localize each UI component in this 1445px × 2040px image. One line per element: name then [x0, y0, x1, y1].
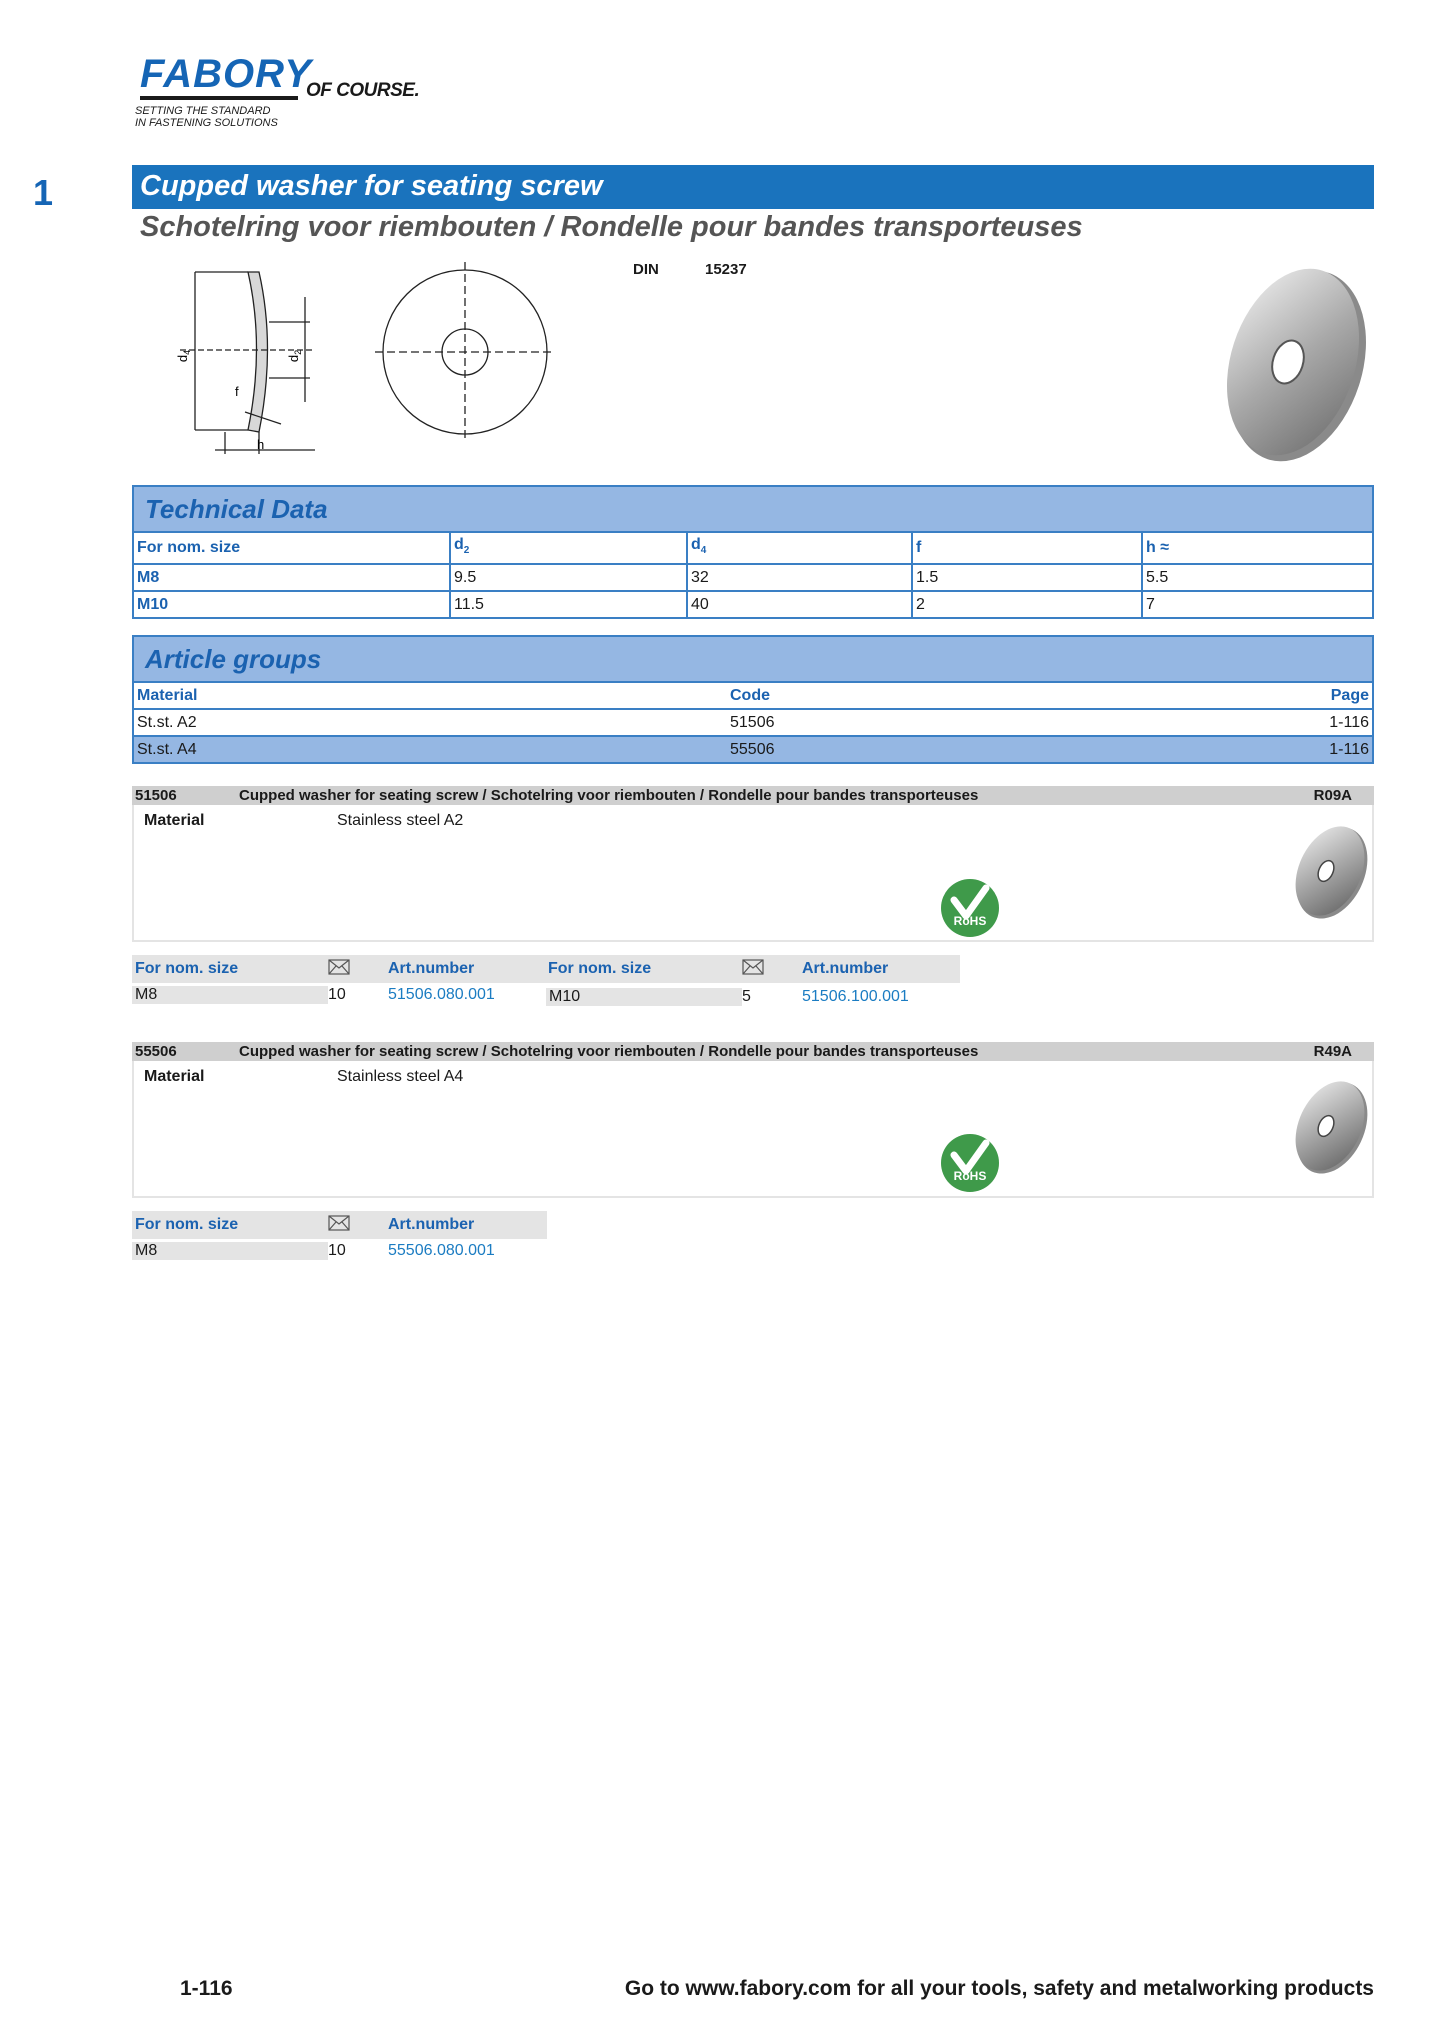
chapter-number: 1 [33, 172, 54, 213]
item-art-number-link[interactable]: 51506.080.001 [388, 986, 495, 1003]
table-row [134, 591, 1372, 617]
col-header-code: Code [727, 682, 1265, 709]
table-row [134, 564, 1372, 591]
col-header-material: Material [134, 682, 727, 709]
rohs-check-icon [940, 878, 1000, 938]
footer-text: Go to www.fabory.com for all your tools, safety and metalworking products [624, 1977, 1374, 2000]
rohs-badge [940, 1133, 1000, 1193]
rohs-check-icon [940, 1133, 1000, 1193]
article-list-header-55506 [132, 1211, 547, 1239]
table-cell: 55506 [727, 736, 1265, 762]
article-groups-section [132, 635, 1374, 764]
article-ref: R49A [1313, 1043, 1352, 1060]
washer-front-drawing [375, 262, 555, 442]
item-art-number-link[interactable]: 55506.080.001 [388, 1242, 495, 1259]
article-groups-header [134, 637, 1372, 681]
col-header-h: h ≈ [1142, 532, 1372, 564]
list-header-nom-size: For nom. size [135, 960, 239, 977]
article-groups-table [134, 681, 1372, 762]
list-header-art-number-2: Art.number [802, 960, 889, 977]
table-cell: 7 [1142, 591, 1372, 617]
list-header-art-number: Art.number [388, 960, 475, 977]
material-value: Stainless steel A2 [337, 812, 464, 829]
page-subtitle: Schotelring voor riembouten / Rondelle pour bandes transporteuses [140, 211, 1083, 243]
article-list-header-51506 [132, 955, 960, 983]
table-cell: St.st. A4 [134, 736, 727, 762]
article-description: Cupped washer for seating screw / Schotelring voor riembouten / Rondelle pour bandes transporteuses [239, 1043, 979, 1060]
table-cell: 5.5 [1142, 564, 1372, 591]
table-cell: 51506 [727, 709, 1265, 736]
brand-logo-wordmark: FABORY [140, 52, 312, 96]
col-header-page: Page [1265, 682, 1372, 709]
page-title: Cupped washer for seating screw [140, 170, 603, 202]
product-photo-large [1220, 262, 1370, 467]
technical-data-table [134, 531, 1372, 617]
article-description: Cupped washer for seating screw / Schotelring voor riembouten / Rondelle pour bandes transporteuses [239, 787, 979, 804]
rohs-label: RoHS [953, 914, 987, 928]
table-row[interactable] [134, 736, 1372, 762]
item-art-number-link[interactable]: 51506.100.001 [802, 988, 909, 1005]
article-ref: R09A [1313, 787, 1352, 804]
article-code: 51506 [135, 787, 177, 804]
table-cell: 40 [687, 591, 912, 617]
table-cell: M8 [134, 564, 450, 591]
item-size: M8 [132, 986, 328, 1004]
col-header-nom-size: For nom. size [134, 532, 450, 564]
drawing-label-d2: $d_2$ [286, 349, 303, 363]
logo-underline [140, 96, 298, 100]
technical-data-title: Technical Data [145, 494, 328, 524]
standard-label: DIN [633, 261, 659, 278]
footer-page-number: 1-116 [180, 1977, 233, 2000]
drawing-label-f: f [235, 384, 239, 399]
table-header-row [134, 532, 1372, 564]
table-header-row [134, 682, 1372, 709]
technical-data-header [134, 487, 1372, 531]
drawing-label-h: h [257, 437, 265, 452]
rohs-badge [940, 878, 1000, 938]
article-box-55506 [132, 1061, 1374, 1198]
logo-of-course: OF COURSE. [306, 80, 420, 101]
article-code: 55506 [135, 1043, 177, 1060]
logo-tagline-line-2: IN FASTENING SOLUTIONS [135, 117, 278, 129]
envelope-icon [328, 959, 350, 980]
table-cell: 1.5 [912, 564, 1142, 591]
washer-side-drawing [165, 262, 325, 462]
col-header-d4: $d_4$ [687, 532, 912, 564]
product-photo-small [1292, 1075, 1370, 1179]
list-header-art-number: Art.number [388, 1216, 475, 1233]
standard-value: 15237 [705, 261, 747, 278]
table-cell: 2 [912, 591, 1142, 617]
item-pack-qty: 10 [328, 1242, 346, 1259]
article-box-51506 [132, 805, 1374, 942]
table-cell: M10 [134, 591, 450, 617]
logo-tagline [135, 105, 278, 129]
col-header-d2: $d_2$ [450, 532, 687, 564]
article-header-51506 [132, 786, 1374, 805]
envelope-icon [328, 1215, 350, 1236]
material-value: Stainless steel A4 [337, 1068, 464, 1085]
article-groups-title: Article groups [145, 644, 322, 674]
table-cell: 1-116 [1265, 736, 1372, 762]
article-header-55506 [132, 1042, 1374, 1061]
material-label: Material [144, 812, 205, 829]
item-pack-qty: 10 [328, 986, 346, 1003]
list-header-nom-size: For nom. size [135, 1216, 239, 1233]
item-size: M8 [132, 1242, 328, 1260]
table-cell: 32 [687, 564, 912, 591]
col-header-f: f [912, 532, 1142, 564]
table-cell: 1-116 [1265, 709, 1372, 736]
item-size: M10 [546, 988, 742, 1006]
table-cell: 9.5 [450, 564, 687, 591]
material-label: Material [144, 1068, 205, 1085]
item-pack-qty: 5 [742, 988, 751, 1005]
envelope-icon [742, 959, 764, 980]
rohs-label: RoHS [953, 1169, 987, 1183]
table-cell: 11.5 [450, 591, 687, 617]
logo-tagline-line-1: SETTING THE STANDARD [135, 105, 271, 117]
table-cell: St.st. A2 [134, 709, 727, 736]
list-header-nom-size-2: For nom. size [548, 960, 652, 977]
product-photo-small [1292, 820, 1370, 924]
drawing-label-d4: $d_4$ [175, 349, 192, 363]
technical-data-section [132, 485, 1374, 619]
table-row[interactable] [134, 709, 1372, 736]
